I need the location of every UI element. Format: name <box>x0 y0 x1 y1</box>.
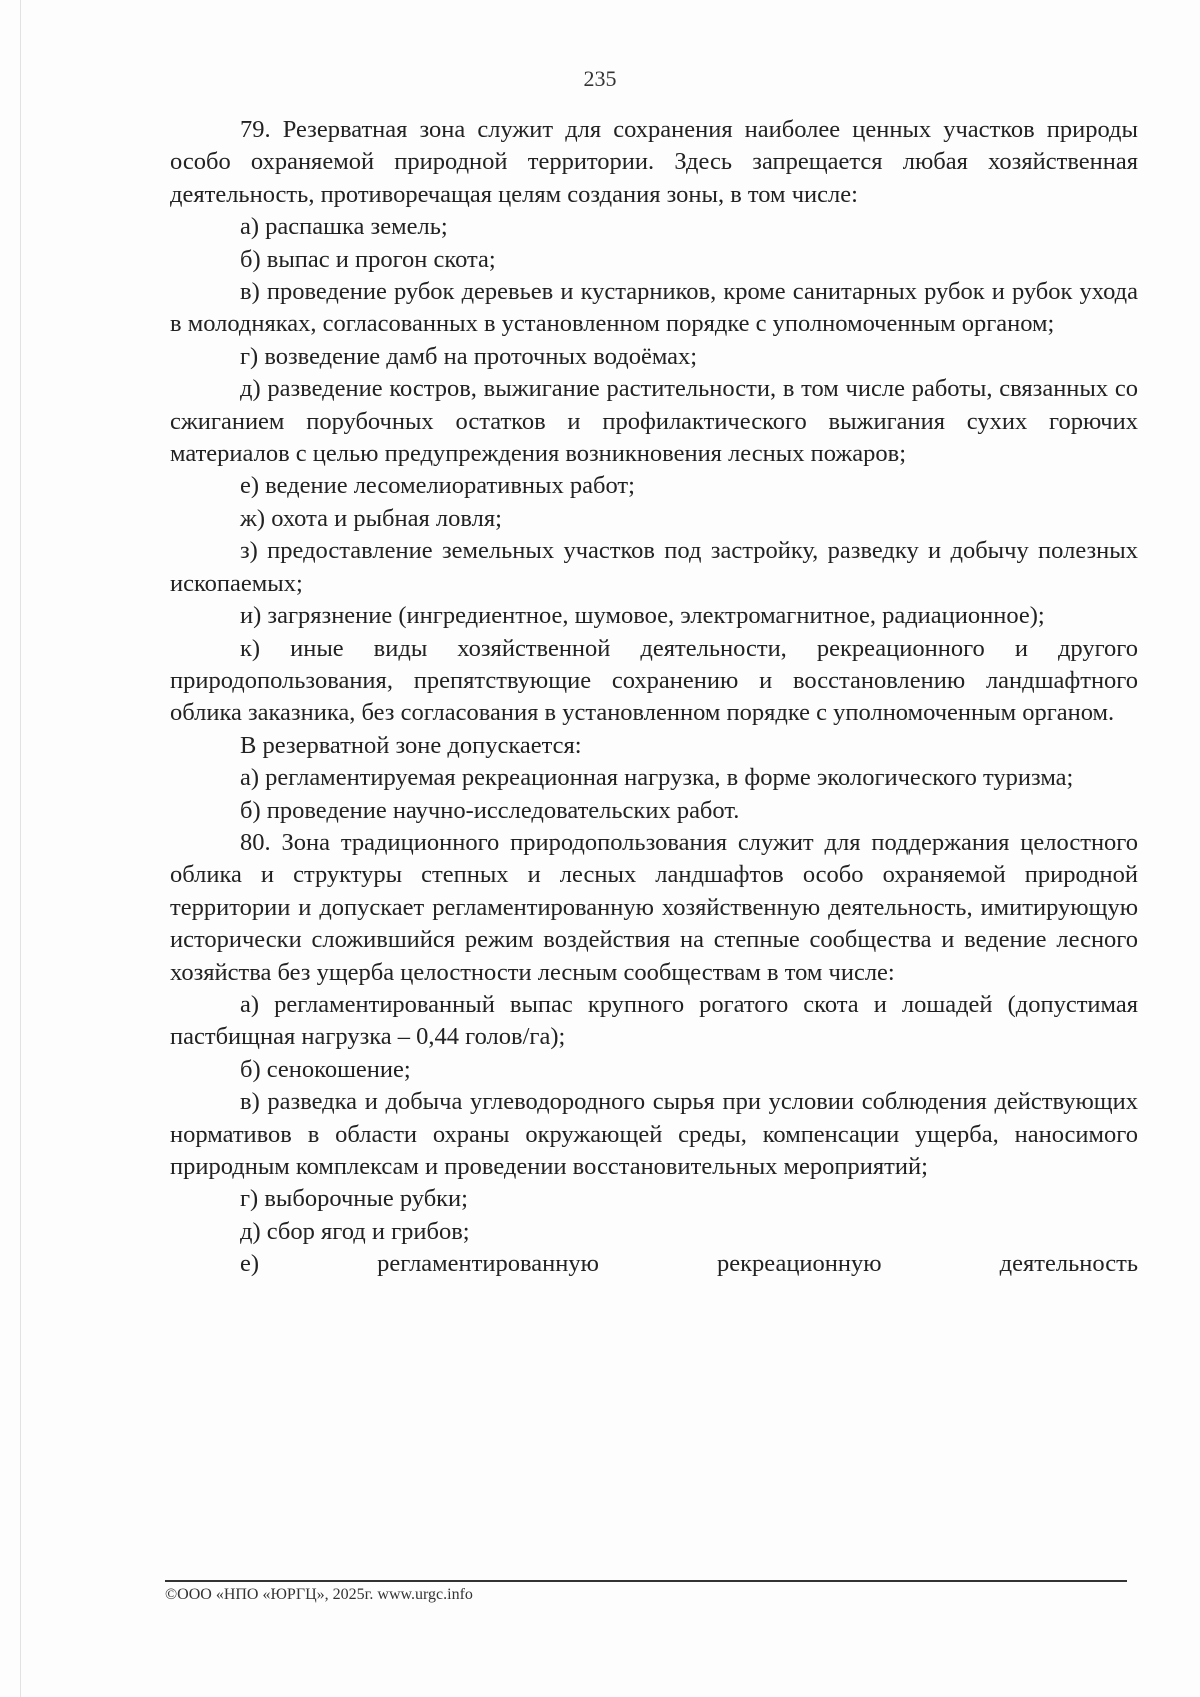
list-item: в) проведение рубок деревьев и кустарников, кроме санитарных рубок и рубок ухода в молодняках, согласованных в установленном порядке с уполномоченным органом; <box>170 278 1138 338</box>
list-item: е) регламентированную рекреационную деятельность <box>240 1250 1138 1278</box>
list-item: з) предоставление земельных участков под застройку, разведку и добычу полезных ископаемых; <box>170 537 1138 597</box>
scan-edge-line <box>20 0 21 1697</box>
paragraph-79-intro: 79. Резерватная зона служит для сохранения наиболее ценных участков природы особо охраняемой природной территории. Здесь запрещается любая хозяйственная деятельность, противоречащая целям создания зоны, в том числе: <box>170 116 1138 208</box>
list-item: а) регламентированный выпас крупного рогатого скота и лошадей (допустимая пастбищная нагрузка – 0,44 голов/га); <box>170 990 1138 1051</box>
list-item: ж) охота и рыбная ловля; <box>240 504 502 532</box>
allowed-heading: В резерватной зоне допускается: <box>240 731 582 759</box>
list-item: б) проведение научно-исследовательских работ. <box>240 796 740 824</box>
list-item: а) регламентируемая рекреационная нагрузка, в форме экологического туризма; <box>240 764 1074 792</box>
footer-copyright: ©ООО «НПО «ЮРГЦ», 2025г. www.urgc.info <box>165 1586 473 1603</box>
list-item: д) разведение костров, выжигание растительности, в том числе работы, связанных со сжиганием порубочных остатков и профилактического выжигания сухих горючих материалов с целью предупреждения возникновения лесных пожаров; <box>170 375 1138 468</box>
list-item: а) распашка земель; <box>240 213 448 241</box>
footer-divider <box>165 1580 1127 1582</box>
document-body <box>170 114 1138 1281</box>
list-item: г) выборочные рубки; <box>240 1185 468 1213</box>
list-item: б) выпас и прогон скота; <box>240 245 496 273</box>
page-number: 235 <box>583 66 617 91</box>
paragraph-80-intro: 80. Зона традиционного природопользования служит для поддержания целостного облика и структуры степных и лесных ландшафтов особо охраняемой природной территории и допускает регламентированную хозяйственную деятельность, имитирующую исторически сложившийся режим воздействия на степные сообщества и ведение лесного хозяйства без ущерба целостности лесным сообществам в том числе: <box>170 828 1138 986</box>
list-item: в) разведка и добыча углеводородного сырья при условии соблюдения действующих нормативов в области охраны окружающей среды, компенсации ущерба, наносимого природным комплексам и проведении восстановительных мероприятий; <box>170 1088 1138 1180</box>
list-item: б) сенокошение; <box>240 1055 411 1083</box>
list-item: д) сбор ягод и грибов; <box>240 1217 470 1245</box>
list-item: к) иные виды хозяйственной деятельности, рекреационного и другого природопользования, препятствующие сохранению и восстановлению ландшафтного облика заказника, без согласования в установленном порядке с уполномоченным органом. <box>170 634 1138 727</box>
list-item: е) ведение лесомелиоративных работ; <box>240 472 635 500</box>
list-item: г) возведение дамб на проточных водоёмах; <box>240 342 698 370</box>
list-item: и) загрязнение (ингредиентное, шумовое, электромагнитное, радиационное); <box>240 602 1045 630</box>
